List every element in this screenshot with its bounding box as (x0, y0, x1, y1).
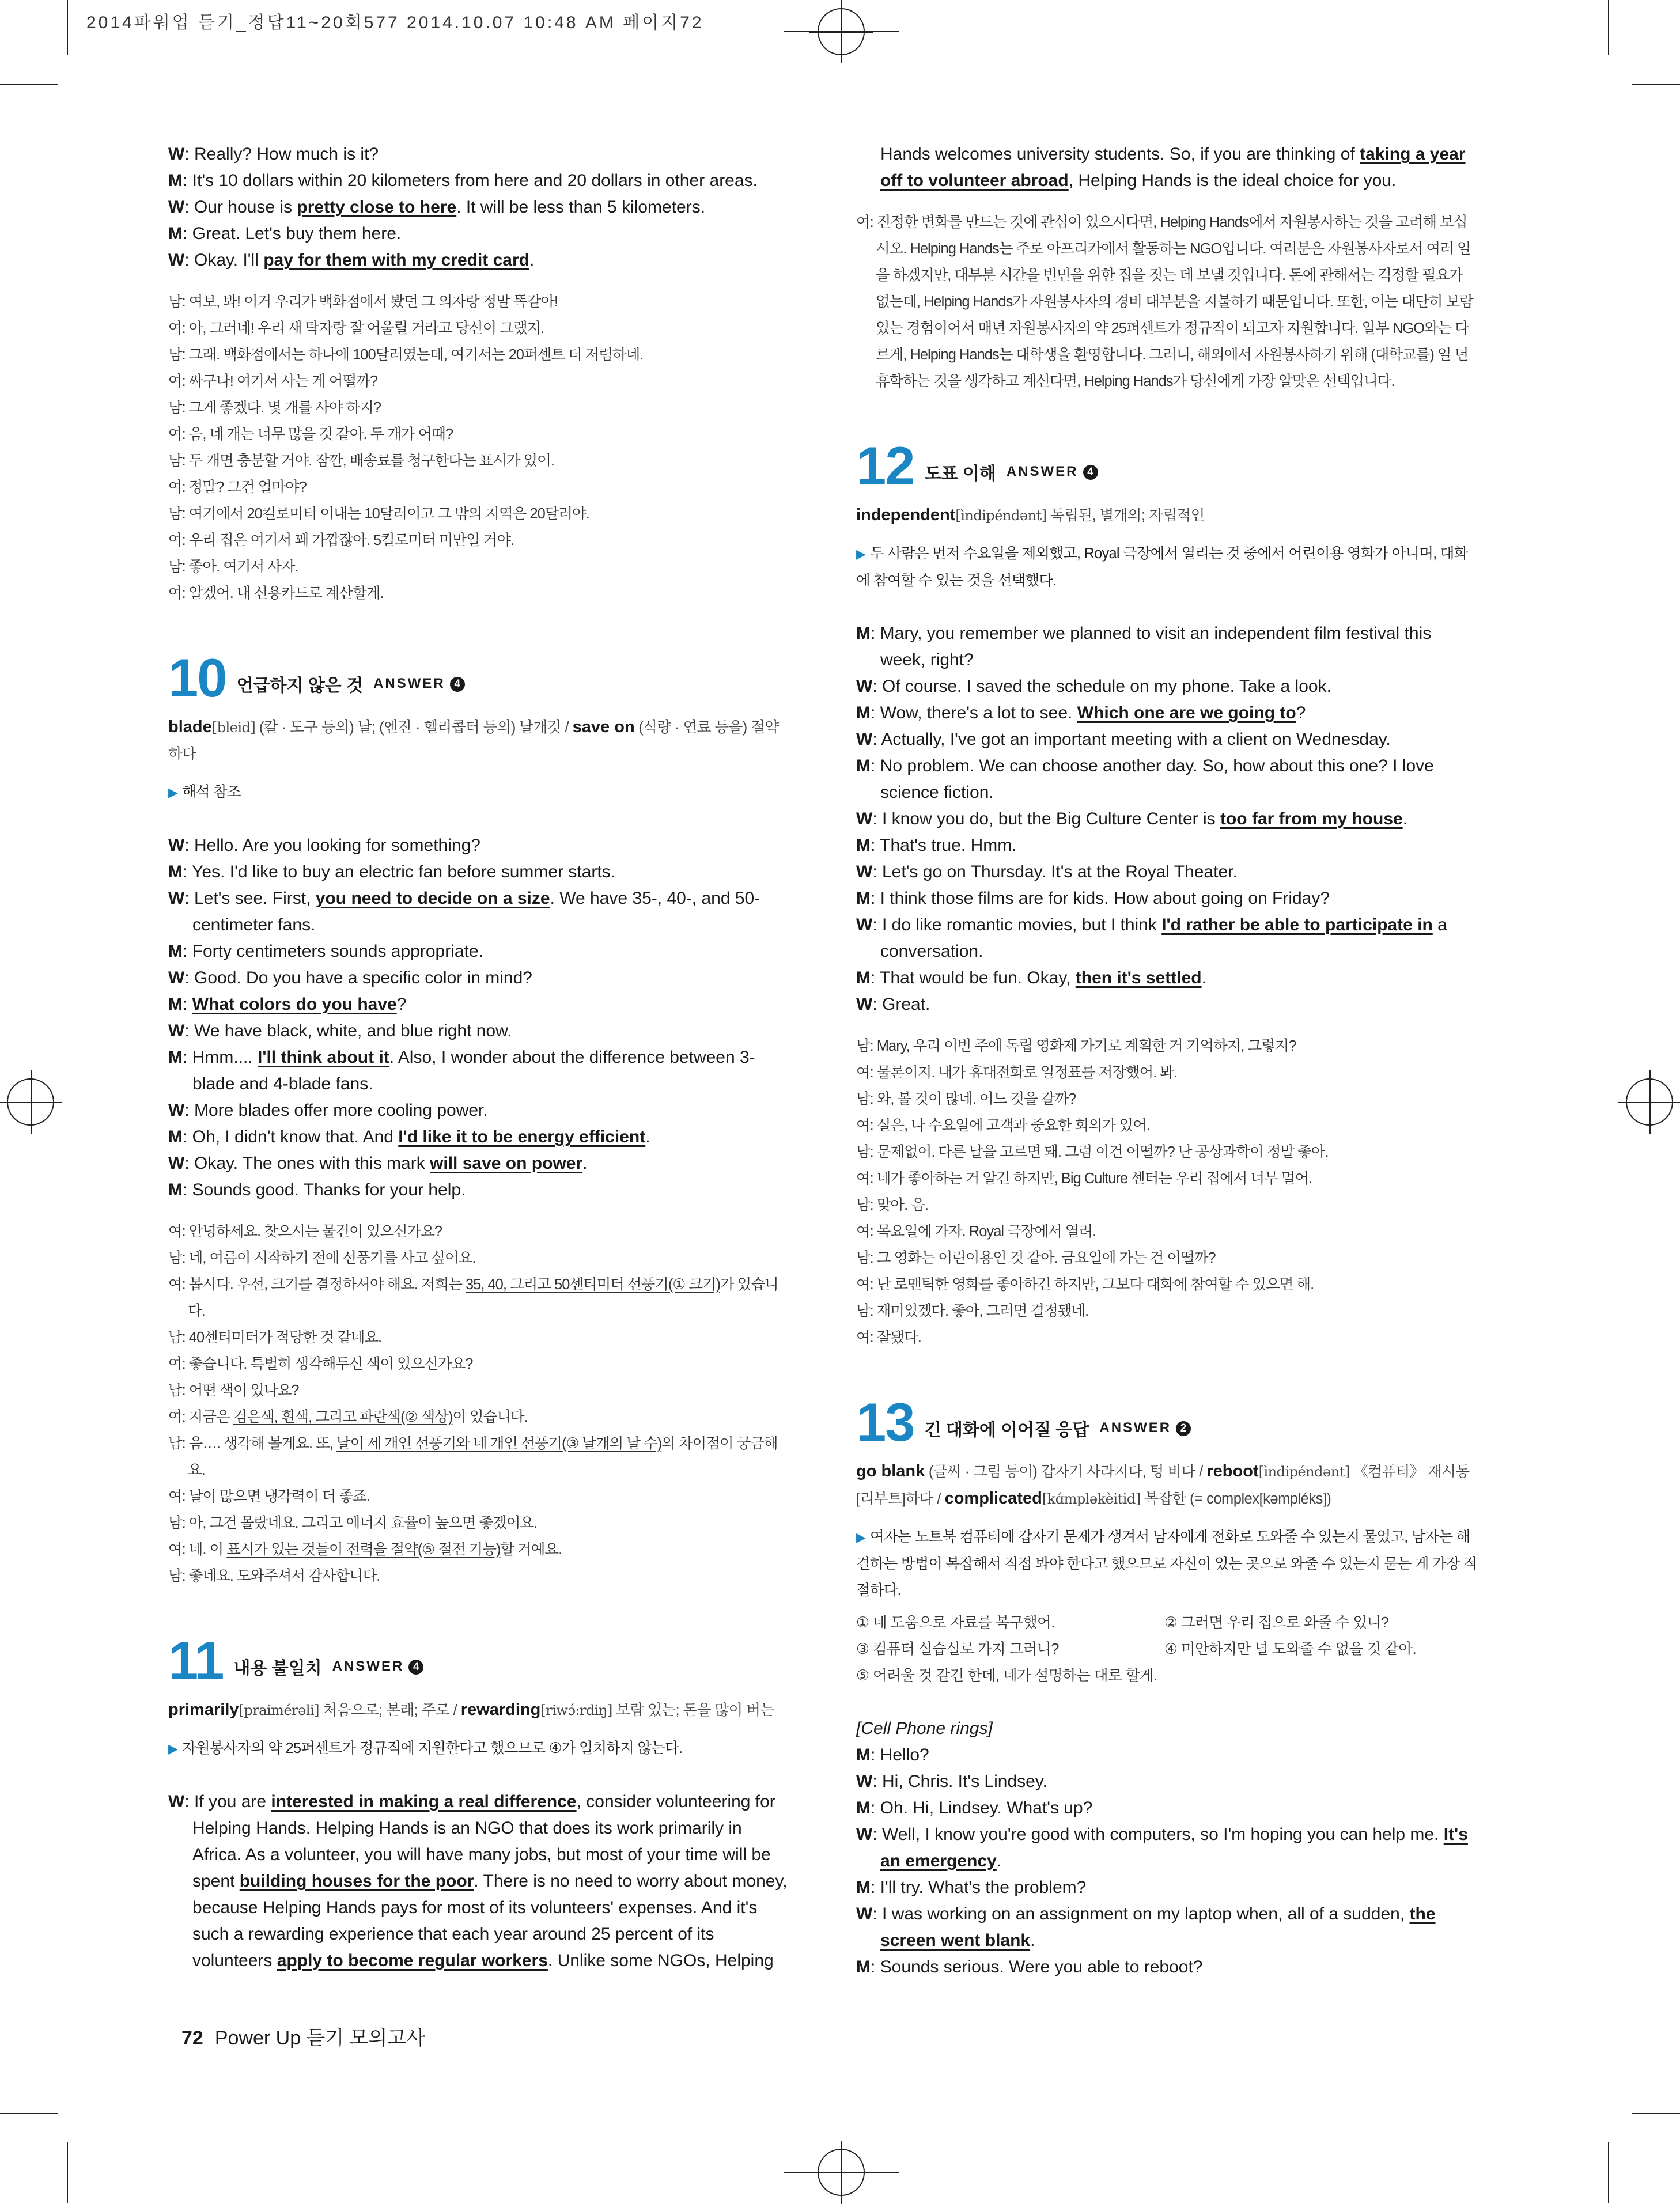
translation-line (168, 1351, 788, 1377)
phonetic: [ìndipéndənt] (955, 508, 1047, 524)
triangle-bullet-icon: ▶ (168, 1741, 178, 1756)
question-number: 11 (168, 1630, 224, 1691)
dialogue-line: W: Hello. Are you looking for something? (168, 836, 480, 855)
vocab-definition: (식량 · 연료 등을) 절약하다 (168, 719, 779, 762)
text-run: Sounds good. Thanks for your help. (192, 1180, 466, 1199)
text-run: I'll try. What's the problem? (880, 1878, 1087, 1897)
translation-line: 남: 맞아. 음. (856, 1197, 928, 1213)
vocab-definition: 처음으로; 본래; 주로 / (319, 1702, 461, 1718)
dialogue-line: M: Yes. I'd like to buy an electric fan before summer starts. (168, 862, 616, 881)
dialogue-line: M: I think those films are for kids. How about going on Friday? (856, 889, 1330, 908)
dialogue-line: W: I was working on an assignment on my laptop when, all of a sudden, the screen went blank. (856, 1904, 1436, 1950)
vocab-word: go blank (856, 1462, 925, 1480)
text-run: . (645, 1127, 650, 1146)
text-run: Hello? (880, 1745, 929, 1764)
phonetic: [bleid] (211, 719, 256, 736)
q11-monologue (168, 1789, 788, 1974)
vocab-word: blade (168, 718, 212, 736)
highlighted-phrase: pay for them with my credit card (263, 251, 529, 270)
dialogue-line: M: Wow, there's a lot to see. Which one are we going to? (856, 703, 1306, 722)
translation-line: 여: 목요일에 가자. Royal 극장에서 열려. (856, 1224, 1096, 1240)
dialogue-line: M: Hmm.... I'll think about it. Also, I wonder about the difference between 3-blade and 4-blade fans. (168, 1048, 755, 1093)
text-run: . (529, 251, 535, 270)
highlighted-phrase: will save on power (430, 1154, 583, 1173)
highlighted-phrase: I'll think about it (258, 1048, 389, 1067)
translation-line (168, 1483, 788, 1510)
answer-badge: 4 (408, 1660, 423, 1675)
speaker-label: M (168, 995, 183, 1014)
translation-line: 남: 좋아. 여기서 사자. (168, 559, 298, 575)
vocab-word: reboot (1206, 1462, 1259, 1480)
text-run: 남: 음…. 생각해 볼게요. 또, (168, 1436, 336, 1452)
text-run: . There is no need to worry about money, because Helping Hands pays for most of its volunteers' expenses. And it's such a rewarding experience that each year around 25 percent of its volunteers (192, 1872, 788, 1970)
explanation: ▶ 여자는 노트북 컴퓨터에 갑자기 문제가 생겨서 남자에게 전화로 도와줄 수 있는지 물었고, 남자는 해결하는 방법이 복잡해서 직접 봐야 한다고 했으므로 자신이 있는 곳으로 와줄 수 있는지 묻는 게 가장 적절하다. (856, 1529, 1477, 1599)
text-run: That would be fun. Okay, (880, 968, 1076, 987)
text-run: Wow, there's a lot to see. (880, 703, 1077, 722)
translation-line (168, 1377, 788, 1404)
text-run: 여: 네. 이 (168, 1542, 227, 1558)
speaker-label: W (168, 1154, 185, 1173)
text-run: . (1030, 1931, 1035, 1950)
text-run: 여: 안녕하세요. 찾으시는 물건이 있으신가요? (168, 1224, 442, 1240)
translation-line (168, 1404, 788, 1430)
dialogue-line: M: Sounds good. Thanks for your help. (168, 1180, 466, 1199)
q11-monologue-continued (856, 141, 1478, 194)
text-run: I do like romantic movies, but I think (882, 915, 1162, 934)
translation-line (168, 1430, 788, 1483)
explanation: ▶ 해석 참조 (168, 784, 241, 800)
answer-label: ANSWER 4 (332, 1647, 424, 1675)
phonetic: [praimérəli] (239, 1702, 320, 1718)
speaker-label: W (168, 251, 185, 270)
text-run: , Helping Hands is the ideal choice for you. (1068, 171, 1397, 190)
dialogue-continuation (856, 141, 1478, 194)
speaker-label: W (856, 677, 873, 696)
speaker-label: W (168, 1021, 185, 1040)
text-run: . It will be less than 5 kilometers. (456, 198, 706, 217)
dialogue-line: W: Actually, I've got an important meeting with a client on Wednesday. (856, 730, 1391, 749)
highlighted-phrase: Which one are we going to (1077, 703, 1296, 722)
speaker-label: M (168, 1048, 183, 1067)
translation-line: 남: 그 영화는 어린이용인 것 같아. 금요일에 가는 건 어떨까? (856, 1250, 1216, 1266)
vocab-line (168, 714, 788, 767)
q11-translation: 여: 진정한 변화를 만드는 것에 관심이 있으시다면, Helping Hands에서 자원봉사하는 것을 고려해 보십시오. Helping Hands는 주로 아프리카에서 활동하는 NGO입니다. 여러분은 자원봉사자로서 여러 일을 하겠지만, 대부분 시간을 빈민을 위한 집을 짓는 데 보낼 것입니다. 돈에 관해서는 걱정할 필요가 없는데, Helping Hands가 자원봉사자의 경비 대부분을 지불하기 때문입니다. 또한, 이는 대단히 보람 있는 경험이어서 매년 자원봉사자의 약 25퍼센트가 정규직이 되고자 지원합니다. 일부 NGO와는 다르게, Helping Hands는 대학생을 환영합니다. 그러니, 해외에서 자원봉사하기 위해 (대학교를) 일 년 휴학하는 것을 생각하고 계신다면, Helping Hands가 당신에게 가장 알맞은 선택입니다. (856, 214, 1473, 389)
dialogue-line: W: Let's go on Thursday. It's at the Royal Theater. (856, 862, 1238, 881)
text-run: . (582, 1154, 588, 1173)
dialogue-line: W: If you are interested in making a real difference, consider volunteering for Helping Hands. Helping Hands is an NGO that does its work primarily in Africa. As a volunteer, you will have many jobs, but most of your time will be spent building houses for the poor. There is no need to worry about money, because Helping Hands pays for most of its volunteers' expenses. And it's such a rewarding experience that each year around 25 percent of its volunteers apply to become regular workers. Unlike some NGOs, Helping (168, 1792, 788, 1970)
speaker-label: W (856, 1825, 873, 1844)
translation-line: 남: 그게 좋겠다. 몇 개를 사야 하지? (168, 400, 381, 416)
translation-line (168, 1245, 788, 1271)
vocab-definition: 보람 있는; 돈을 많이 버는 (612, 1702, 774, 1718)
translation-line (168, 1271, 788, 1324)
vocab-definition: (칼 · 도구 등의) 날; (엔진 · 헬리콥터 등의) 날개깃 / (255, 719, 573, 736)
text-run: Sounds serious. Were you able to reboot? (880, 1957, 1203, 1976)
answer-label: ANSWER 4 (1007, 452, 1098, 480)
answer-label: ANSWER 2 (1099, 1408, 1191, 1436)
text-run: , consider volunteering for Helping Hands. Helping Hands is an NGO that does its work primarily in Africa. As a volunteer, you will have many jobs, but most of your time will be spent (192, 1792, 775, 1891)
trim-mark-bottom-left-v (67, 2142, 68, 2203)
dialogue-line: W: Really? How much is it? (168, 145, 379, 164)
translation-line (168, 1536, 788, 1563)
text-run: . (996, 1851, 1002, 1870)
vocab-line (168, 1696, 788, 1724)
registration-mark-bottom (818, 2149, 865, 2196)
vocab-definition: (글씨 · 그림 등이) 갑자기 사라지다, 텅 비다 / (925, 1464, 1207, 1480)
text-run: ? (1296, 703, 1306, 722)
dialogue-line: W: Hi, Chris. It's Lindsey. (856, 1772, 1047, 1791)
text-run: 가 있습니다. (188, 1277, 778, 1319)
vocab-definition: 《컴퓨터》 재시동[리부트]하다 / (856, 1464, 1470, 1507)
text-run: If you are (194, 1792, 271, 1811)
stage-direction: [Cell Phone rings] (856, 1719, 993, 1738)
trim-mark-top-right-v (1608, 0, 1609, 55)
speaker-label: M (856, 836, 871, 855)
translation-line: 여: 음, 네 개는 너무 많을 것 같아. 두 개가 어때? (168, 426, 453, 442)
question-11 (168, 1632, 788, 1974)
highlighted-phrase: then it's settled (1075, 968, 1202, 987)
highlighted-phrase: What colors do you have (192, 995, 397, 1014)
vocab-definition: 복잡한 (= complex[kəmpléks]) (1140, 1491, 1331, 1507)
answer-badge: 4 (1083, 465, 1098, 480)
phonetic: [kɑ́mpləkèitid] (1042, 1491, 1141, 1507)
speaker-label: W (856, 809, 873, 828)
speaker-label: M (856, 1957, 871, 1976)
highlighted-phrase: I'd rather be able to participate in (1161, 915, 1433, 934)
right-column (856, 141, 1478, 1980)
text-run: I think those films are for kids. How about going on Friday? (880, 889, 1330, 908)
question-12 (856, 437, 1478, 1351)
page-footer (181, 2022, 425, 2050)
text-run: It's 10 dollars within 20 kilometers from here and 20 dollars in other areas. (192, 171, 758, 190)
dialogue-line: M: Oh. Hi, Lindsey. What's up? (856, 1798, 1093, 1817)
vocab-definition: 독립된, 별개의; 자립적인 (1046, 508, 1205, 524)
text-run: 남: 아, 그건 몰랐네요. 그리고 에너지 효율이 높으면 좋겠어요. (168, 1515, 538, 1531)
dialogue-line: W: Great. (856, 995, 930, 1014)
text-run: 여: 날이 많으면 냉각력이 더 좋죠. (168, 1489, 370, 1505)
translation-line: 여: 아, 그러네! 우리 새 탁자랑 잘 어울릴 거라고 당신이 그랬지. (168, 320, 544, 336)
text-run: . Unlike some NGOs, Helping (547, 1951, 774, 1970)
text-run: Great. (882, 995, 930, 1014)
option-4: ④ 미안하지만 널 도와줄 수 없을 것 같아. (1164, 1641, 1417, 1657)
registration-mark-left (7, 1078, 54, 1126)
translation-line: 여: 우리 집은 여기서 꽤 가깝잖아. 5킬로미터 미만일 거야. (168, 532, 514, 548)
highlighted-phrase: too far from my house (1220, 809, 1403, 828)
speaker-label: M (168, 1180, 183, 1199)
highlighted-phrase: taking a year off to volunteer abroad (880, 145, 1466, 190)
trim-mark-bottom-right-h (1632, 2113, 1680, 2114)
speaker-label: W (168, 1792, 185, 1811)
text-run: Oh. Hi, Lindsey. What's up? (880, 1798, 1093, 1817)
phonetic: [ìndipéndənt] (1258, 1464, 1350, 1480)
underlined-phrase: 표시가 있는 것들이 전력을 절약(⑤ 절전 기능) (226, 1542, 501, 1558)
dialogue-line: M: Oh, I didn't know that. And I'd like it to be energy efficient. (168, 1127, 650, 1146)
answer-badge: 2 (1176, 1421, 1191, 1436)
translation-line: 여: 네가 좋아하는 거 알긴 하지만, Big Culture 센터는 우리 집에서 너무 멀어. (856, 1171, 1312, 1187)
speaker-label: W (168, 968, 185, 987)
trim-mark-top-left-v (67, 0, 68, 55)
dialogue-line: M: Mary, you remember we planned to visit an independent film festival this week, right? (856, 624, 1432, 669)
underlined-phrase: 검은색, 흰색, 그리고 파란색(② 색상) (233, 1409, 453, 1425)
text-run: Hi, Chris. It's Lindsey. (882, 1772, 1047, 1791)
text-run: a conversation. (880, 915, 1447, 961)
translation-line (168, 1563, 788, 1589)
trim-mark-bottom-left-h (0, 2113, 58, 2114)
speaker-label: W (856, 862, 873, 881)
text-run: 여: 지금은 (168, 1409, 233, 1425)
answer-badge: 4 (450, 677, 465, 692)
translation-line (168, 1510, 788, 1536)
dialogue-line: W: We have black, white, and blue right now. (168, 1021, 512, 1040)
text-run: 여: 좋습니다. 특별히 생각해두신 색이 있으신가요? (168, 1356, 473, 1372)
underlined-phrase: 35, 40, 그리고 50센티미터 선풍기(① 크기) (465, 1277, 721, 1293)
q9-dialogue-end (168, 141, 788, 274)
speaker-label: M (856, 889, 871, 908)
speaker-label: W (168, 145, 185, 164)
registration-mark-top (818, 8, 865, 55)
phonetic: [riwɔ́ːrdiŋ] (540, 1702, 612, 1718)
page-number: 72 (181, 2027, 203, 2049)
q9-translation-end (168, 289, 788, 607)
text-run: I was working on an assignment on my laptop when, all of a sudden, (882, 1904, 1410, 1923)
question-13 (856, 1393, 1478, 1980)
question-number: 12 (856, 436, 914, 496)
text-run: 의 차이점이 궁금해요. (188, 1436, 778, 1478)
translation-line: 남: 두 개면 충분할 거야. 잠깐, 배송료를 청구한다는 표시가 있어. (168, 453, 554, 469)
print-slug: 2014파워업 듣기_정답11~20회577 2014.10.07 10:48 AM 페이지72 (86, 13, 704, 32)
text-run: . We have 35-, 40-, and 50-centimeter fans. (192, 889, 760, 934)
text-run: 할 거예요. (500, 1542, 562, 1558)
text-run: Of course. I saved the schedule on my phone. Take a look. (882, 677, 1331, 696)
trim-mark-bottom-right-v (1608, 2142, 1609, 2203)
text-run: 남: 좋네요. 도와주셔서 감사합니다. (168, 1568, 380, 1584)
translation-line (168, 1218, 788, 1245)
dialogue-line: W: Okay. The ones with this mark will save on power. (168, 1154, 588, 1173)
dialogue-line: M: Hello? (856, 1745, 929, 1764)
q12-translation (856, 1033, 1478, 1351)
registration-mark-right (1626, 1078, 1673, 1126)
speaker-label: M (856, 1798, 871, 1817)
dialogue-line: M: No problem. We can choose another day. So, how about this one? I love science fiction. (856, 756, 1434, 802)
translation-line: 여: 난 로맨틱한 영화를 좋아하긴 하지만, 그보다 대화에 참여할 수 있으면 해. (856, 1277, 1314, 1293)
translation-line: 남: 여보, 봐! 이거 우리가 백화점에서 봤던 그 의자랑 정말 똑같아! (168, 294, 558, 310)
text-run: I know you do, but the Big Culture Center is (882, 809, 1220, 828)
speaker-label: W (856, 915, 873, 934)
highlighted-phrase: apply to become regular workers (277, 1951, 548, 1970)
translation-line: 여: 정말? 그건 얼마야? (168, 479, 307, 495)
speaker-label: M (856, 1878, 871, 1897)
highlighted-phrase: It's an emergency (880, 1825, 1468, 1870)
question-number: 10 (168, 647, 226, 708)
trim-mark-top-right-h (1632, 84, 1680, 85)
dialogue-line: M: Sounds serious. Were you able to reboot? (856, 1957, 1203, 1976)
question-title: 내용 불일치 (233, 1659, 322, 1678)
option-1: ① 네 도움으로 자료를 복구했어. (856, 1615, 1055, 1631)
vocab-word: rewarding (460, 1701, 541, 1719)
q10-dialogue (168, 832, 788, 1203)
dialogue-line: W: Our house is pretty close to here. It will be less than 5 kilometers. (168, 198, 706, 217)
text-run: That's true. Hmm. (880, 836, 1017, 855)
q12-dialogue (856, 620, 1478, 1018)
vocab-word: save on (572, 718, 635, 736)
dialogue-line: W: Good. Do you have a specific color in mind? (168, 968, 532, 987)
translation-line: 여: 알겠어. 내 신용카드로 계산할게. (168, 585, 384, 601)
text-run: ? (396, 995, 407, 1014)
speaker-label: W (856, 730, 873, 749)
translation-line: 여: 실은, 나 수요일에 고객과 중요한 회의가 있어. (856, 1118, 1150, 1134)
text-run: Good. Do you have a specific color in mind? (194, 968, 532, 987)
text-run: We have black, white, and blue right now. (194, 1021, 512, 1040)
text-run: Okay. The ones with this mark (194, 1154, 430, 1173)
highlighted-phrase: the screen went blank (880, 1904, 1436, 1950)
speaker-label: W (168, 198, 185, 217)
translation-line: 여: 싸구나! 여기서 사는 게 어떨까? (168, 373, 378, 389)
speaker-label: M (856, 624, 871, 643)
question-number: 13 (856, 1392, 914, 1452)
dialogue-line: M: Forty centimeters sounds appropriate. (168, 942, 483, 961)
highlighted-phrase: I'd like it to be energy efficient (398, 1127, 646, 1146)
answer-label: ANSWER 4 (373, 664, 465, 692)
dialogue-line: W: Of course. I saved the schedule on my phone. Take a look. (856, 677, 1331, 696)
translation-line: 남: 문제없어. 다른 날을 고르면 돼. 그럼 이건 어떨까? 난 공상과학이 정말 좋아. (856, 1144, 1329, 1160)
vocab-line (856, 502, 1478, 529)
translation-line: 남: 여기에서 20킬로미터 이내는 10달러이고 그 밖의 지역은 20달러야. (168, 506, 589, 522)
text-run: No problem. We can choose another day. So, how about this one? I love science fiction. (880, 756, 1434, 802)
q13-dialogue (856, 1742, 1478, 1980)
text-run: Hands welcomes university students. So, if you are thinking of (880, 145, 1360, 164)
text-run: 이 있습니다. (452, 1409, 528, 1425)
dialogue-line: M: It's 10 dollars within 20 kilometers from here and 20 dollars in other areas. (168, 171, 758, 190)
text-run: 여: 봅시다. 우선, 크기를 결정하셔야 해요. 저희는 (168, 1277, 466, 1293)
triangle-bullet-icon: ▶ (168, 785, 178, 800)
text-run: Hello. Are you looking for something? (194, 836, 480, 855)
speaker-label: W (168, 1101, 185, 1120)
question-10 (168, 649, 788, 1589)
q10-translation (168, 1218, 788, 1589)
question-title: 언급하지 않은 것 (236, 676, 364, 695)
text-run: Let's go on Thursday. It's at the Royal Theater. (882, 862, 1238, 881)
book-title: Power Up 듣기 모의고사 (214, 2027, 426, 2049)
dialogue-line: M: Great. Let's buy them here. (168, 224, 402, 243)
trim-mark-top-left-h (0, 84, 58, 85)
speaker-label: M (856, 1745, 871, 1764)
triangle-bullet-icon: ▶ (856, 1530, 866, 1544)
text-run: Well, I know you're good with computers, so I'm hoping you can help me. (882, 1825, 1444, 1844)
text-run: Really? How much is it? (194, 145, 379, 164)
explanation: ▶ 두 사람은 먼저 수요일을 제외했고, Royal 극장에서 열리는 것 중에서 어린이용 영화가 아니며, 대화에 참여할 수 있는 것을 선택했다. (856, 546, 1468, 589)
speaker-label: M (168, 862, 183, 881)
speaker-label: W (168, 836, 185, 855)
translation-line: 남: Mary, 우리 이번 주에 독립 영화제 가기로 계획한 거 기억하지, 그렇지? (856, 1038, 1296, 1054)
highlighted-phrase: interested in making a real difference (271, 1792, 577, 1811)
triangle-bullet-icon: ▶ (856, 547, 866, 561)
translation-line: 여: 잘됐다. (856, 1330, 921, 1346)
highlighted-phrase: building houses for the poor (239, 1872, 474, 1891)
translation-line: 남: 재미있겠다. 좋아, 그러면 결정됐네. (856, 1303, 1089, 1319)
speaker-label: M (168, 171, 183, 190)
question-title: 긴 대화에 이어질 응답 (924, 1421, 1089, 1440)
text-run: Let's see. First, (194, 889, 316, 908)
option-3: ③ 컴퓨터 실습실로 가지 그러니? (856, 1641, 1059, 1657)
translation-line: 남: 그래. 백화점에서는 하나에 100달러였는데, 여기서는 20퍼센트 더 저렴하네. (168, 347, 644, 363)
highlighted-phrase: pretty close to here (297, 198, 457, 217)
speaker-label: M (856, 968, 871, 987)
speaker-label: M (856, 756, 871, 775)
underlined-phrase: 날이 세 개인 선풍기와 네 개인 선풍기(③ 날개의 날 수) (336, 1436, 662, 1452)
translation-line (168, 1324, 788, 1351)
left-column (168, 141, 788, 1974)
text-run: 남: 40센티미터가 적당한 것 같네요. (168, 1330, 382, 1346)
speaker-label: M (168, 224, 183, 243)
text-run: . Also, I wonder about the difference between 3-blade and 4-blade fans. (192, 1048, 755, 1093)
question-title: 도표 이해 (924, 464, 996, 483)
text-run: . (1201, 968, 1206, 987)
dialogue-line: M: That would be fun. Okay, then it's settled. (856, 968, 1206, 987)
dialogue-line: W: Well, I know you're good with computers, so I'm hoping you can help me. It's an emergency. (856, 1825, 1468, 1870)
speaker-label: W (168, 889, 185, 908)
text-run: Oh, I didn't know that. And (192, 1127, 399, 1146)
translation-line: 여: 물론이지. 내가 휴대전화로 일정표를 저장했어. 봐. (856, 1065, 1178, 1081)
dialogue-line: M: What colors do you have? (168, 995, 407, 1014)
dialogue-line: W: I do like romantic movies, but I think I'd rather be able to participate in a conversation. (856, 915, 1447, 961)
text-run: Hmm.... (192, 1048, 258, 1067)
text-run: 남: 어떤 색이 있나요? (168, 1383, 299, 1399)
text-run: Forty centimeters sounds appropriate. (192, 942, 483, 961)
answer-options (856, 1610, 1478, 1689)
text-run: . (1402, 809, 1408, 828)
speaker-label: W (856, 1772, 873, 1791)
dialogue-line: M: I'll try. What's the problem? (856, 1878, 1087, 1897)
text-run: Mary, you remember we planned to visit an independent film festival this week, right? (880, 624, 1432, 669)
dialogue-line: W: I know you do, but the Big Culture Center is too far from my house. (856, 809, 1408, 828)
text-run: Great. Let's buy them here. (192, 224, 402, 243)
speaker-label: W (856, 1904, 873, 1923)
speaker-label: W (856, 995, 873, 1014)
translation-line: 남: 와, 볼 것이 많네. 어느 것을 갈까? (856, 1091, 1076, 1107)
speaker-label: M (168, 1127, 183, 1146)
vocab-word: primarily (168, 1701, 239, 1719)
text-run: Yes. I'd like to buy an electric fan before summer starts. (192, 862, 616, 881)
dialogue-line: W: More blades offer more cooling power. (168, 1101, 488, 1120)
vocab-word: complicated (944, 1489, 1042, 1508)
text-run: More blades offer more cooling power. (194, 1101, 488, 1120)
text-run: 남: 네, 여름이 시작하기 전에 선풍기를 사고 싶어요. (168, 1250, 476, 1266)
dialogue-line: W: Let's see. First, you need to decide on a size. We have 35-, 40-, and 50-centimeter fans. (168, 889, 760, 934)
text-run: Okay. I'll (194, 251, 264, 270)
text-run: Our house is (194, 198, 297, 217)
explanation: ▶ 자원봉사자의 약 25퍼센트가 정규직에 지원한다고 했으므로 ④가 일치하지 않는다. (168, 1740, 683, 1756)
speaker-label: M (856, 703, 871, 722)
option-5: ⑤ 어려울 것 같긴 한데, 네가 설명하는 대로 할게. (856, 1668, 1157, 1684)
vocab-line (856, 1458, 1478, 1512)
dialogue-line: M: That's true. Hmm. (856, 836, 1017, 855)
text-run: Actually, I've got an important meeting with a client on Wednesday. (881, 730, 1391, 749)
option-2: ② 그러면 우리 집으로 와줄 수 있니? (1164, 1615, 1389, 1631)
speaker-label: M (168, 942, 183, 961)
vocab-word: independent (856, 506, 956, 524)
highlighted-phrase: you need to decide on a size (315, 889, 550, 908)
dialogue-line: W: Okay. I'll pay for them with my credit card. (168, 251, 535, 270)
